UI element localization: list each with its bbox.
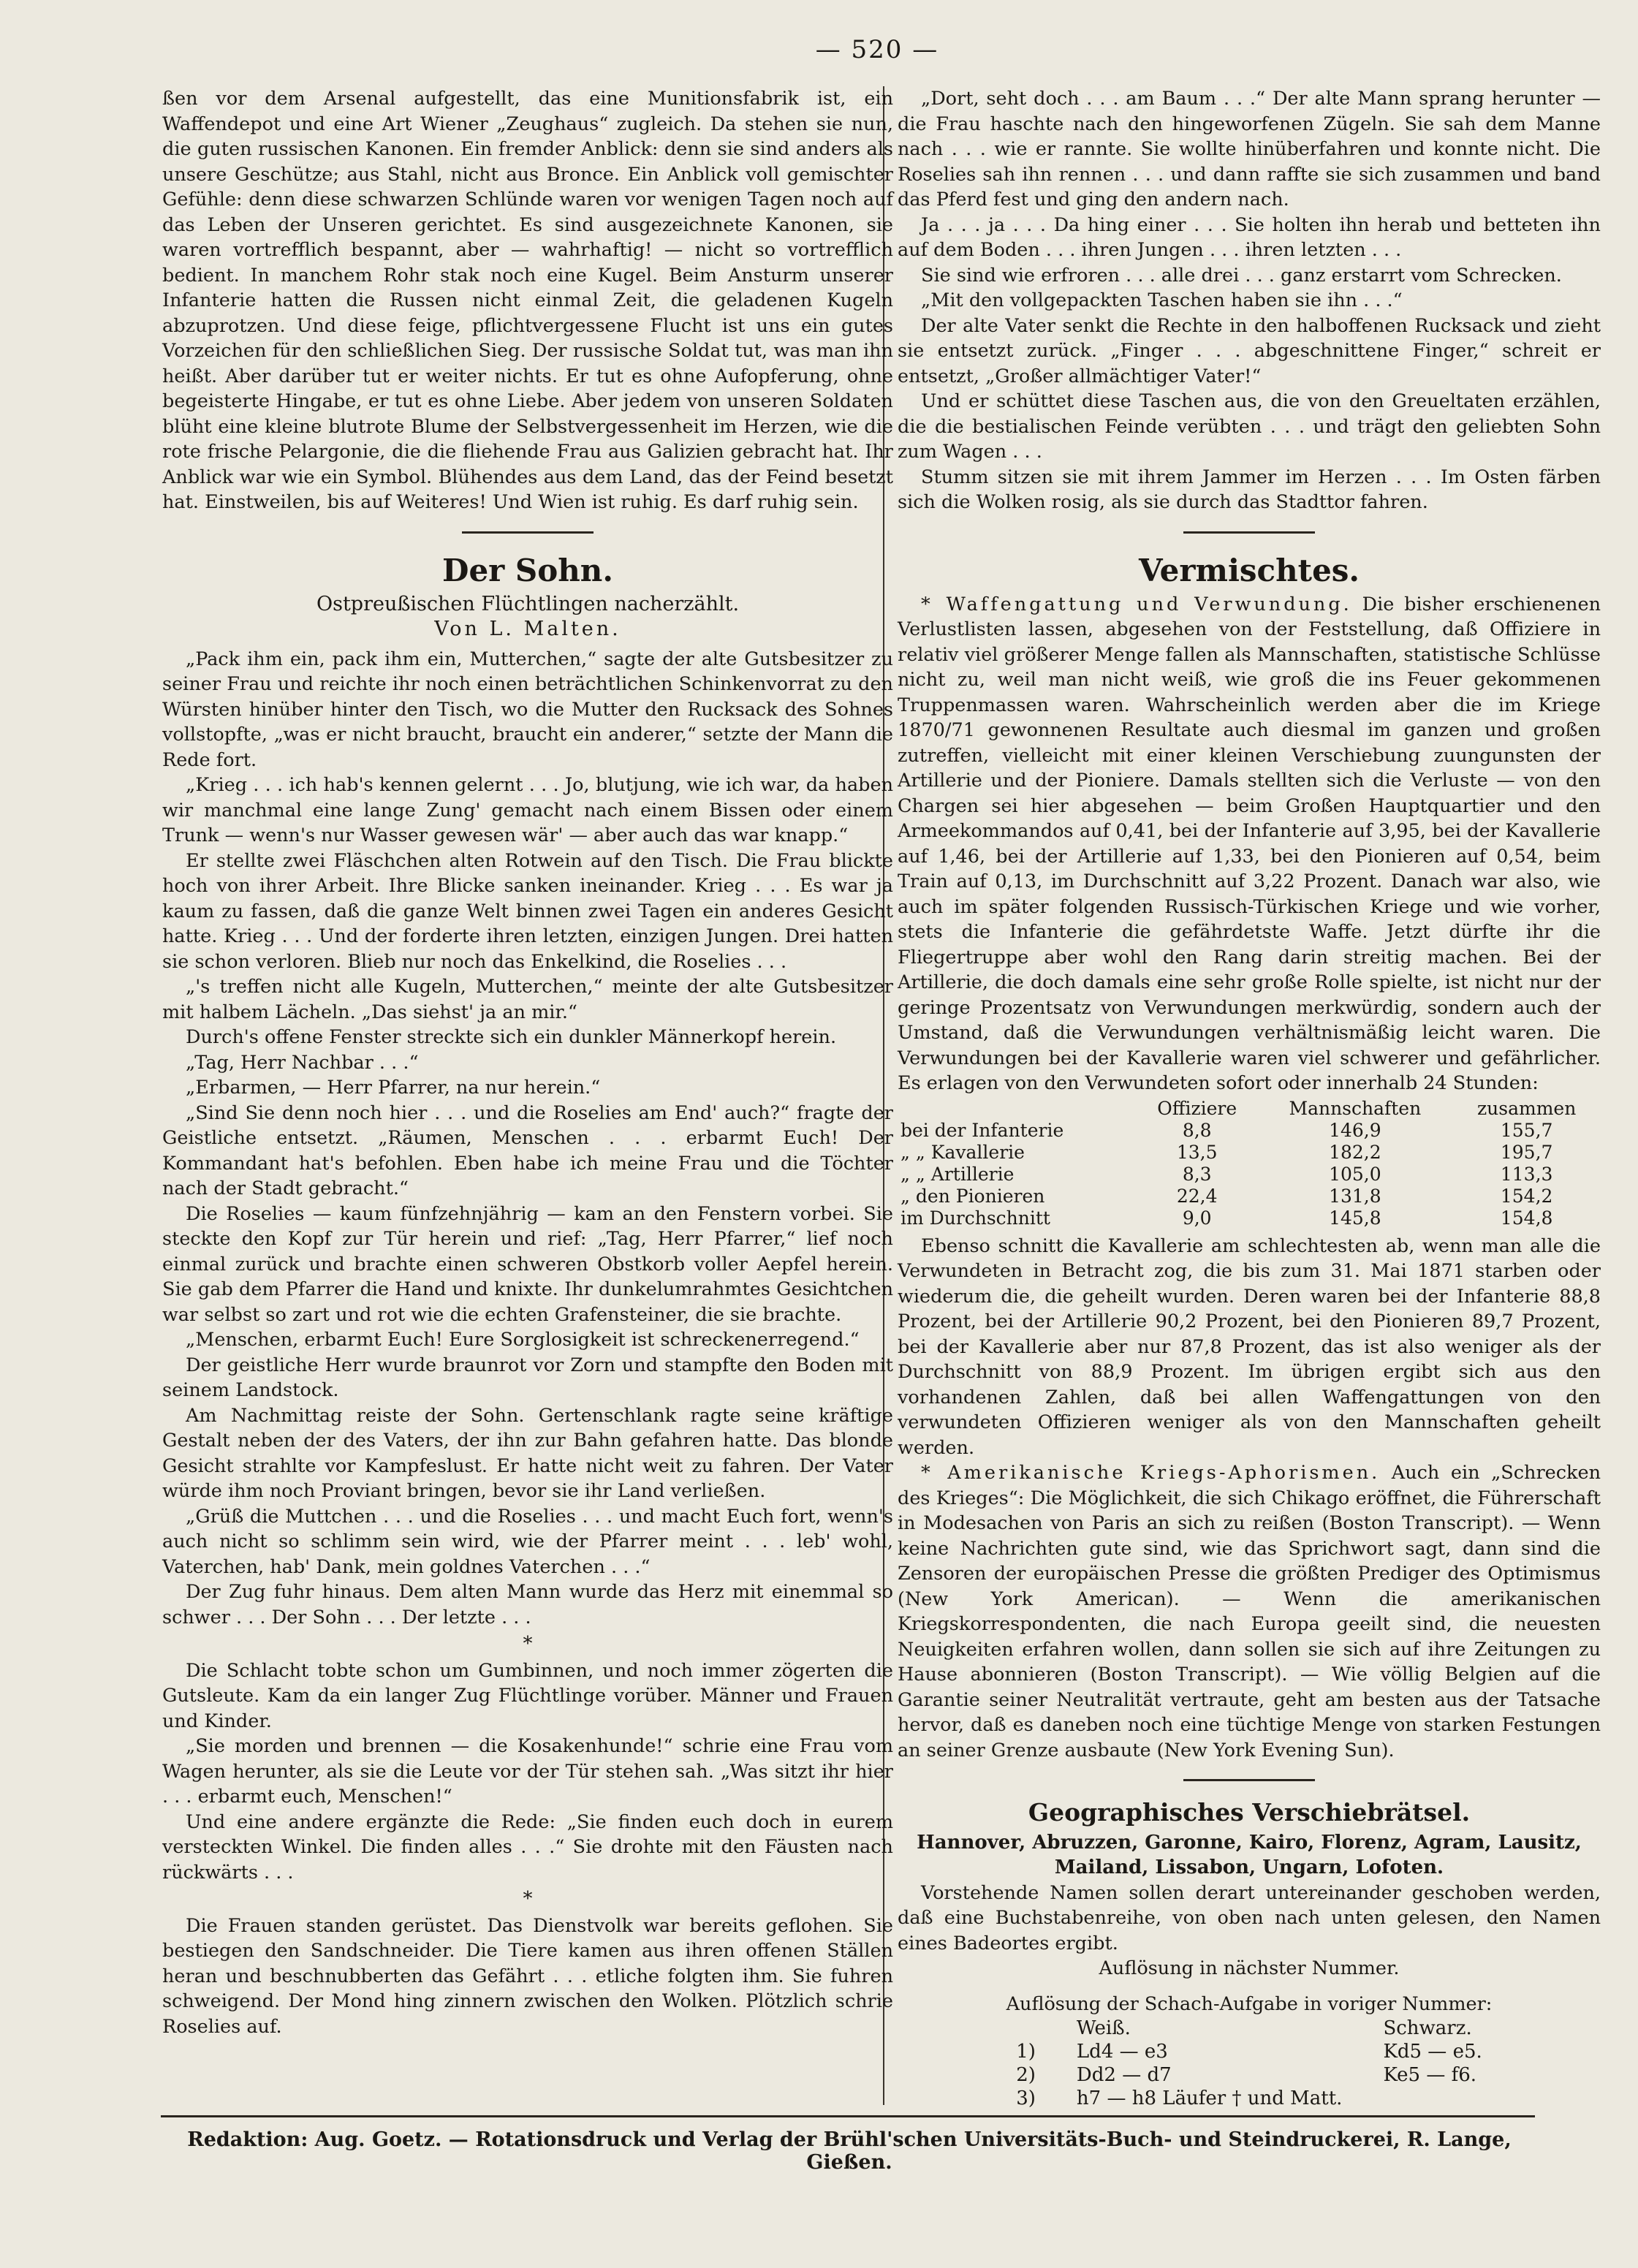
chess-move-cell: h7 — h8 Läufer † und Matt. <box>1076 2087 1343 2109</box>
table-header-cell <box>898 1098 1137 1120</box>
table-row <box>898 1120 1601 1142</box>
story-paragraph: Stumm sitzen sie mit ihrem Jammer im Herzen . . . Im Osten färben sich die Wolken rosig, als sie durch das Stadttor fahren. <box>898 466 1601 513</box>
story-end <box>898 86 1601 515</box>
table-cell: „ den Pionieren <box>900 1185 1045 1207</box>
puzzle-names: Hannover, Abruzzen, Garonne, Kairo, Florenz, Agram, Lausitz, Mailand, Lissabon, Ungarn, Lofoten. <box>917 1831 1582 1878</box>
story-paragraph: Die Roselies — kaum fünfzehnjährig — kam an den Fenstern vorbei. Sie steckte den Kopf zur Tür herein und rief: „Tag, Herr Pfarrer,“ lief noch einmal zurück und brachte einen schweren Obstkorb voller Aepfel herein. Sie gab dem Pfarrer die Hand und knixte. Ihr dunkelumrahmtes Gesichtchen war selbst so zart und rot wie die echten Grafensteiner, die sie brachte. <box>162 1202 893 1326</box>
table-header-cell: zusammen <box>1476 1097 1577 1119</box>
table-cell: 182,2 <box>1329 1141 1381 1163</box>
table-cell: 8,3 <box>1182 1163 1212 1185</box>
story-paragraph: Die Frauen standen gerüstet. Das Dienstvolk war bereits geflohen. Sie bestiegen den Sandschneider. Die Tiere kamen aus ihren offenen Ställen heran und beschnubberten das Gefährt . . . etliche folgten ihm. Sie fuhren schweigend. Der Mond hing zinnern zwischen den Wolken. Plötzlich schrie Roselies auf. <box>162 1914 893 2038</box>
article-weapons <box>898 592 1601 1096</box>
story-paragraph: Der alte Vater senkt die Rechte in den halboffenen Rucksack und zieht sie entsetzt zurück. „Finger . . . abgeschnittene Finger,“ schreit er entsetzt, „Großer allmächtiger Vater!“ <box>898 314 1601 387</box>
chess-table-body <box>996 2040 1503 2110</box>
story-paragraph: Und er schüttet diese Taschen aus, die von den Greueltaten erzählen, die die bestialischen Feinde verübten . . . und trägt den geliebten Sohn zum Wagen . . . <box>898 390 1601 463</box>
chess-move-cell: 2) <box>1016 2064 1036 2086</box>
story-paragraph: „Menschen, erbarmt Euch! Eure Sorglosigkeit ist schreckenerregend.“ <box>186 1329 860 1351</box>
chess-move-cell: Ld4 — e3 <box>1076 2041 1168 2063</box>
table-cell: „ „ Kavallerie <box>900 1141 1025 1163</box>
chess-move-row <box>996 2040 1503 2063</box>
story-paragraph: „Pack ihm ein, pack ihm ein, Mutterchen,“ sagte der alte Gutsbesitzer zu seiner Frau und reichte ihr noch einen beträchtlichen Schinkenvorrat zu den Würsten hinüber hinter den Tisch, wo die Mutter den Rucksack des Sohnes vollstopfte, „was er nicht braucht, braucht ein anderer,“ setzte der Mann die Rede fort. <box>162 648 893 771</box>
table-cell: 9,0 <box>1182 1207 1212 1229</box>
story-paragraph: Ja . . . ja . . . Da hing einer . . . Sie holten ihn herab und betteten ihn auf dem Boden . . . ihren Jungen . . . ihren letzten . . . <box>898 213 1601 261</box>
story-paragraph: Und eine andere ergänzte die Rede: „Sie finden euch doch in eurem versteckten Winkel. Die finden alles . . .“ Sie drohte mit den Fäusten nach rückwärts . . . <box>162 1810 893 1884</box>
story-paragraph: „'s treffen nicht alle Kugeln, Mutterchen,“ meinte der alte Gutsbesitzer mit halbem Lächeln. „Das siehst' ja an mir.“ <box>162 976 893 1023</box>
chess-table-header <box>996 2017 1503 2040</box>
story-paragraph: „Krieg . . . ich hab's kennen gelernt . . . Jo, blutjung, wie ich war, da haben wir manchmal eine lange Zung' gemacht nach einem Bissen oder einem Trunk — wenn's nur Wasser gewesen wär' — aber auch das war knapp.“ <box>162 774 893 846</box>
table-cell: 154,2 <box>1500 1185 1553 1207</box>
story-paragraph: Er stellte zwei Fläschchen alten Rotwein auf den Tisch. Die Frau blickte hoch von ihrer Arbeit. Ihre Blicke sanken ineinander. Krieg . . . Es war ja kaum zu fassen, daß die ganze Welt binnen zwei Tagen ein anderes Gesicht hatte. Krieg . . . Und der forderte ihren letzten, einzigen Jungen. Drei hatten sie schon verloren. Blieb nur noch das Enkelkind, die Roselies . . . <box>162 849 893 973</box>
chess-move-cell: Ke5 — f6. <box>1383 2064 1477 2086</box>
table-cell: 22,4 <box>1176 1185 1218 1207</box>
chess-move-row <box>996 2087 1503 2110</box>
story-separator: * <box>523 1888 533 1910</box>
chess-move-cell: Dd2 — d7 <box>1076 2064 1172 2086</box>
story-paragraph: „Mit den vollgepackten Taschen haben sie ihn . . .“ <box>921 289 1403 311</box>
chess-move-cell <box>1362 2087 1502 2110</box>
imprint-footer: Redaktion: Aug. Goetz. — Rotationsdruck und Verlag der Brühl'schen Universitäts-Buch- und Steindruckerei, R. Lange, Gießen. <box>187 2128 1512 2174</box>
story-separator: * <box>523 1633 533 1655</box>
table-cell: 105,0 <box>1329 1163 1381 1185</box>
article-aphorisms <box>898 1460 1601 1763</box>
story-paragraph: „Erbarmen, — Herr Pfarrer, na nur herein.“ <box>186 1077 601 1099</box>
chess-col-black: Schwarz. <box>1383 2017 1472 2039</box>
page-number: — 520 — <box>815 35 939 64</box>
left-column <box>162 86 893 2039</box>
casualty-table-header <box>898 1098 1601 1120</box>
puzzle-title: Geographisches Verschiebrätsel. <box>1028 1798 1471 1827</box>
section-rule <box>462 531 594 534</box>
table-cell: im Durchschnitt <box>900 1207 1050 1229</box>
story-part2 <box>162 1658 893 1886</box>
story-paragraph: Am Nachmittag reiste der Sohn. Gertenschlank ragte seine kräftige Gestalt neben der des Vaters, der ihn zur Bahn gefahren hatte. Das blonde Gesicht strahlte vor Kampfeslust. Er hatte nicht weit zu fahren. Der Vater würde ihm noch Proviant bringen, bevor sie ihr Land verließen. <box>162 1404 893 1502</box>
story-paragraph: Die Schlacht tobte schon um Gumbinnen, und noch immer zögerten die Gutsleute. Kam da ein langer Zug Flüchtlinge vorüber. Männer und Frauen und Kinder. <box>162 1659 893 1732</box>
story-part1 <box>162 647 893 1631</box>
table-cell: 131,8 <box>1329 1185 1381 1207</box>
chess-title: Auflösung der Schach-Aufgabe in voriger Nummer: <box>1006 1992 1493 2015</box>
table-cell: „ „ Artillerie <box>900 1163 1015 1185</box>
story-paragraph: „Sie morden und brennen — die Kosakenhunde!“ schrie eine Frau vom Wagen herunter, als sie die Leute vor der Tür stehen sah. „Was sitzt ihr hier . . . erbarmt euch, Menschen!“ <box>162 1735 893 1808</box>
misc-title: Vermischtes. <box>1138 552 1360 588</box>
table-cell: 145,8 <box>1329 1207 1381 1229</box>
right-column <box>898 86 1601 2110</box>
puzzle-solution-note: Auflösung in nächster Nummer. <box>1099 1957 1400 1979</box>
section-rule <box>1183 531 1315 534</box>
chess-col-white: Weiß. <box>1076 2017 1131 2039</box>
story-title: Der Sohn. <box>442 552 613 588</box>
section-rule <box>1183 1779 1315 1781</box>
table-cell: 13,5 <box>1176 1141 1218 1163</box>
table-cell: 155,7 <box>1500 1119 1553 1141</box>
table-header-cell: Offiziere <box>1157 1097 1237 1119</box>
table-cell: 195,7 <box>1500 1141 1553 1163</box>
table-header-cell: Mannschaften <box>1289 1097 1422 1119</box>
footer-rule <box>161 2115 1535 2117</box>
table-cell: 146,9 <box>1329 1119 1381 1141</box>
story-paragraph: Der geistliche Herr wurde braunrot vor Zorn und stampfte den Boden mit seinem Landstock. <box>162 1354 893 1401</box>
article-aphorisms-text: Auch ein „Schrecken des Krieges“: Die Möglichkeit, die sich Chikago eröffnet, die Führerschaft in Modesachen von Paris an sich zu reißen (Boston Transcript). — Wenn keine Nachrichten gute sind, wie das Sprichwort sagt, dann sind die Zensoren der europäischen Presse die größten Prediger des Optimismus (New York American). — Wenn die amerikanischen Kriegskorrespondenten, die nach Europa geeilt sind, die neuesten Neuigkeiten erfahren wollen, dann sollen sie sich auf ihre Zeitungen zu Hause abonnieren (Boston Transcript). — Wie völlig Belgien auf die Garantie seiner Neutralität vertraute, geht am besten aus der Tatsache hervor, daß es daneben noch eine tüchtige Menge von starken Festungen an seiner Grenze ausbaute (New York Evening Sun). <box>898 1462 1601 1761</box>
story-paragraph: „Sind Sie denn noch hier . . . und die Roselies am End' auch?“ fragte der Geistliche entsetzt. „Räumen, Menschen . . . erbarmt Euch! Der Kommandant hat's befohlen. Eben habe ich meine Frau und die Töchter nach der Stadt gebracht.“ <box>162 1101 893 1199</box>
chess-move-cell: Kd5 — e5. <box>1383 2041 1482 2063</box>
intro-paragraph: ßen vor dem Arsenal aufgestellt, das eine Munitionsfabrik ist, ein Waffendepot und eine Art Wiener „Zeughaus“ zugleich. Da stehen sie nun, die guten russischen Kanonen. Ein fremder Anblick: denn sie sind anders als unsere Geschütze; aus Stahl, nicht aus Bronce. Ein Anblick voll gemischter Gefühle: denn diese schwarzen Schlünde waren vor wenigen Tagen noch auf das Leben der Unseren gerichtet. Es sind ausgezeichnete Kanonen, sie waren vortrefflich bespannt, aber — wahrhaftig! — nicht so vortrefflich bedient. In manchem Rohr stak noch eine Kugel. Beim Ansturm unserer Infanterie hatten die Russen nicht einmal Zeit, die geladenen Kugeln abzuprotzen. Und diese feige, pflichtvergessene Flucht ist uns ein gutes Vorzeichen für den schließlichen Sieg. Der russische Soldat tut, was man ihn heißt. Aber darüber tut er weiter nichts. Er tut es ohne Aufopferung, ohne begeisterte Hingabe, er tut es ohne Liebe. Aber jedem von unseren Soldaten blüht eine kleine blutrote Blume der Selbstvergessenheit im Herzen, wie die rote frische Pelargonie, die die fliehende Frau aus Galizien gebracht hat. Ihr Anblick war wie ein Symbol. Blühendes aus dem Land, das der Feind besetzt hat. Einstweilen, bis auf Weiteres! Und Wien ist ruhig. Es darf ruhig sein. <box>162 88 893 513</box>
chess-col-number <box>996 2017 1056 2040</box>
table-row <box>898 1164 1601 1186</box>
table-row <box>898 1142 1601 1164</box>
article-weapons-text: Die bisher erschienenen Verlustlisten lassen, abgesehen von der Feststellung, daß Offiziere in relativ viel größerer Menge fallen als Mannschaften, statistische Schlüsse nicht zu, weil man nicht weiß, wie groß die ins Feuer gekommenen Truppenmassen waren. Wahrscheinlich werden aber die im Kriege 1870/71 gewonnenen Resultate auch diesmal im ganzen und großen zutreffen, vielleicht mit einer kleinen Verschiebung zuungunsten der Artillerie und der Pioniere. Damals stellten sich die Verluste — von den Chargen sei hier abgesehen — beim Großen Hauptquartier und den Armeekommandos auf 0,41, bei der Infanterie auf 3,95, bei der Kavallerie auf 1,46, bei der Artillerie auf 1,33, bei den Pionieren auf 0,54, beim Train auf 0,13, im Durchschnitt auf 3,22 Prozent. Danach war also, wie auch im später folgenden Russisch-Türkischen Kriege und wie vorher, stets die Infanterie die gefährdetste Waffe. Jetzt dürfte ihr die Fliegertruppe aber wohl den Rang darin streitig machen. Bei der Artillerie, die doch damals eine sehr große Rolle spielte, ist nicht nur der geringe Prozentsatz von Verwundungen merkwürdig, sondern auch der Umstand, daß die Verwundungen verhältnismäßig leicht waren. Die Verwundungen bei der Kavallerie waren viel schwerer und gefährlicher. Es erlagen von den Verwundeten sofort oder innerhalb 24 Stunden: <box>898 593 1601 1094</box>
article-aphorisms-lead: * Amerikanische Kriegs-Aphorismen. <box>921 1462 1381 1484</box>
story-subtitle: Ostpreußischen Flüchtlingen nacherzählt. <box>316 592 740 615</box>
table-row <box>898 1186 1601 1207</box>
story-paragraph: „Tag, Herr Nachbar . . .“ <box>186 1051 419 1074</box>
story-paragraph: Durch's offene Fenster streckte sich ein dunkler Männerkopf herein. <box>186 1026 837 1048</box>
chess-move-row <box>996 2063 1503 2087</box>
chess-move-cell: 1) <box>1016 2041 1036 2063</box>
article-weapons-after: Ebenso schnitt die Kavallerie am schlechtesten ab, wenn man alle die Verwundeten in Betracht zog, die bis zum 31. Mai 1871 starben oder wiederum die, die geheilt wurden. Deren waren bei der Infanterie 88,8 Prozent, bei der Artillerie 90,2 Prozent, bei den Pionieren 89,7 Prozent, bei der Kavallerie aber nur 87,8 Prozent, das ist also weniger als der Durchschnitt von 88,9 Prozent. Im übrigen ergibt sich aus den vorhandenen Zahlen, daß bei allen Waffengattungen von den verwundeten Offizieren weniger als von den Mannschaften geheilt werden. <box>898 1234 1601 1459</box>
story-byline: Von L. Malten. <box>434 618 621 640</box>
table-cell: bei der Infanterie <box>900 1119 1064 1141</box>
story-paragraph: Der Zug fuhr hinaus. Dem alten Mann wurde das Herz mit einemmal so schwer . . . Der Sohn . . . Der letzte . . . <box>162 1581 893 1628</box>
table-row <box>898 1207 1601 1229</box>
table-cell: 113,3 <box>1500 1163 1553 1185</box>
chess-move-cell: 3) <box>1016 2087 1036 2109</box>
story-paragraph: „Dort, seht doch . . . am Baum . . .“ Der alte Mann sprang herunter — die Frau haschte nach den hingeworfenen Zügeln. Sie sah dem Manne nach . . . wie er rannte. Sie wollte hinüberfahren und konnte nicht. Die Roselies sah ihn rennen . . . und dann raffte sie sich zusammen und band das Pferd fest und ging den andern nach. <box>898 88 1601 211</box>
story-paragraph: „Grüß die Muttchen . . . und die Roselies . . . und macht Euch fort, wenn's auch nicht so schlimm sein wird, wie der Pfarrer meint . . . leb' wohl, Vaterchen, hab' Dank, mein goldnes Vaterchen . . .“ <box>162 1505 893 1578</box>
story-paragraph: Sie sind wie erfroren . . . alle drei . . . ganz erstarrt vom Schrecken. <box>921 264 1562 287</box>
story-part3 <box>162 1914 893 2040</box>
chess-solution-table <box>996 2017 1503 2110</box>
casualty-table-body <box>898 1120 1601 1229</box>
table-cell: 154,8 <box>1500 1207 1553 1229</box>
casualty-table <box>898 1098 1601 1229</box>
puzzle-text: Vorstehende Namen sollen derart untereinander geschoben werden, daß eine Buchstabenreihe, von oben nach unten gelesen, den Namen eines Badeortes ergibt. <box>898 1881 1601 1954</box>
table-cell: 8,8 <box>1182 1119 1212 1141</box>
article-weapons-lead: * Waffengattung und Verwundung. <box>921 593 1352 615</box>
